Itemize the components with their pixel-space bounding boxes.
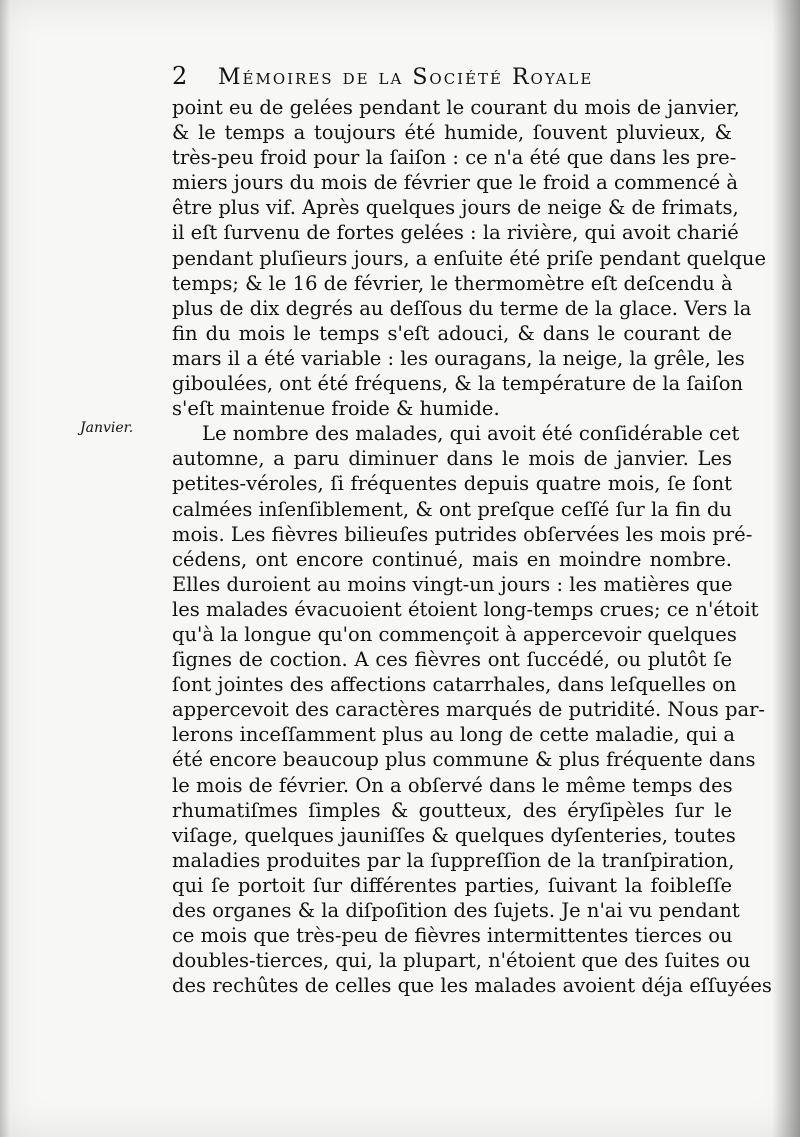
text-line: des rechûtes de celles que les malades avoient déja eſſuyées — [172, 974, 772, 998]
text-line: automne, a paru diminuer dans le mois de janvier. Les — [172, 447, 732, 471]
text-line: lerons inceſſamment plus au long de cette maladie, qui a — [172, 723, 735, 747]
text-line: fin du mois le temps s'eſt adouci, & dans le courant de — [172, 321, 732, 345]
text-line: Le nombre des malades, qui avoit été conſidérable cet — [202, 422, 740, 446]
text-line: mois. Les fièvres bilieuſes putrides obſervées les mois pré- — [172, 522, 753, 546]
text-line: ſont jointes des affections catarrhales, dans leſquelles on — [172, 673, 737, 697]
text-line: petites-véroles, ſi fréquentes depuis quatre mois, ſe ſont — [172, 472, 732, 496]
text-line: Elles duroient au moins vingt-un jours : les matières que — [172, 572, 733, 596]
text-line: miers jours du mois de février que le froid a commencé à — [172, 171, 738, 195]
text-line: il eſt ſurvenu de fortes gelées : la rivière, qui avoit charié — [172, 221, 739, 245]
page-left-edge-shadow — [0, 0, 10, 1137]
page-right-edge-shadow — [772, 0, 800, 1137]
text-line: être plus vif. Après quelques jours de neige & de frimats, — [172, 196, 739, 220]
text-line: point eu de gelées pendant le courant du mois de janvier, — [172, 96, 740, 119]
text-line: ce mois que très-peu de fièvres intermittentes tierces ou — [172, 924, 733, 948]
page-header — [172, 62, 732, 98]
text-line: s'eſt maintenue froide & humide. — [172, 397, 500, 421]
text-line: été encore beaucoup plus commune & plus fréquente dans — [172, 748, 756, 772]
text-line: cédens, ont encore continué, mais en moindre nombre. — [172, 547, 732, 571]
text-line: très-peu froid pour la ſaiſon : ce n'a été que dans les pre- — [172, 146, 737, 170]
body-text — [172, 95, 772, 998]
text-line: calmées inſenſiblement, & ont preſque ceſſé ſur la fin du — [172, 497, 732, 521]
text-line: & le temps a toujours été humide, ſouvent pluvieux, & — [172, 121, 732, 145]
text-line: les malades évacuoient étoient long-temps crues; ce n'étoit — [172, 597, 759, 621]
margin-note: Janvier. — [80, 420, 134, 436]
text-line: doubles-tierces, qui, la plupart, n'étoient que des ſuites ou — [172, 949, 751, 973]
text-line: le mois de février. On a obſervé dans le même temps des — [172, 773, 733, 797]
text-line: maladies produites par la ſuppreſſion de la tranſpiration, — [172, 848, 735, 872]
text-line: qu'à la longue qu'on commençoit à appercevoir quelques — [172, 622, 737, 646]
text-line: viſage, quelques jauniſſes & quelques dyſenteries, toutes — [172, 823, 736, 847]
text-line: qui ſe portoit ſur différentes parties, ſuivant la foibleſſe — [172, 873, 732, 897]
text-line: mars il a été variable : les ouragans, la neige, la grêle, les — [172, 346, 745, 370]
text-line: rhumatiſmes ſimples & goutteux, des éryſipèles ſur le — [172, 798, 732, 822]
text-line: appercevoit des caractères marqués de putridité. Nous par- — [172, 698, 765, 722]
paragraph-2 — [172, 421, 772, 998]
text-line: giboulées, ont été fréquens, & la température de la ſaiſon — [172, 372, 744, 396]
text-line: ſignes de coction. A ces fièvres ont ſuccédé, ou plutôt ſe — [172, 648, 732, 672]
text-line: temps; & le 16 de février, le thermomètre eſt deſcendu à — [172, 271, 733, 295]
text-line: des organes & la diſpoſition des ſujets. Je n'ai vu pendant — [172, 899, 740, 922]
text-line: pendant pluſieurs jours, a enſuite été priſe pendant quelque — [172, 246, 767, 270]
running-title: Mémoires de la Société Royale — [218, 65, 594, 90]
page-number: 2 — [172, 62, 188, 90]
paragraph-1 — [172, 95, 767, 421]
text-line: plus de dix degrés au deſſous du terme de la glace. Vers la — [172, 296, 752, 320]
